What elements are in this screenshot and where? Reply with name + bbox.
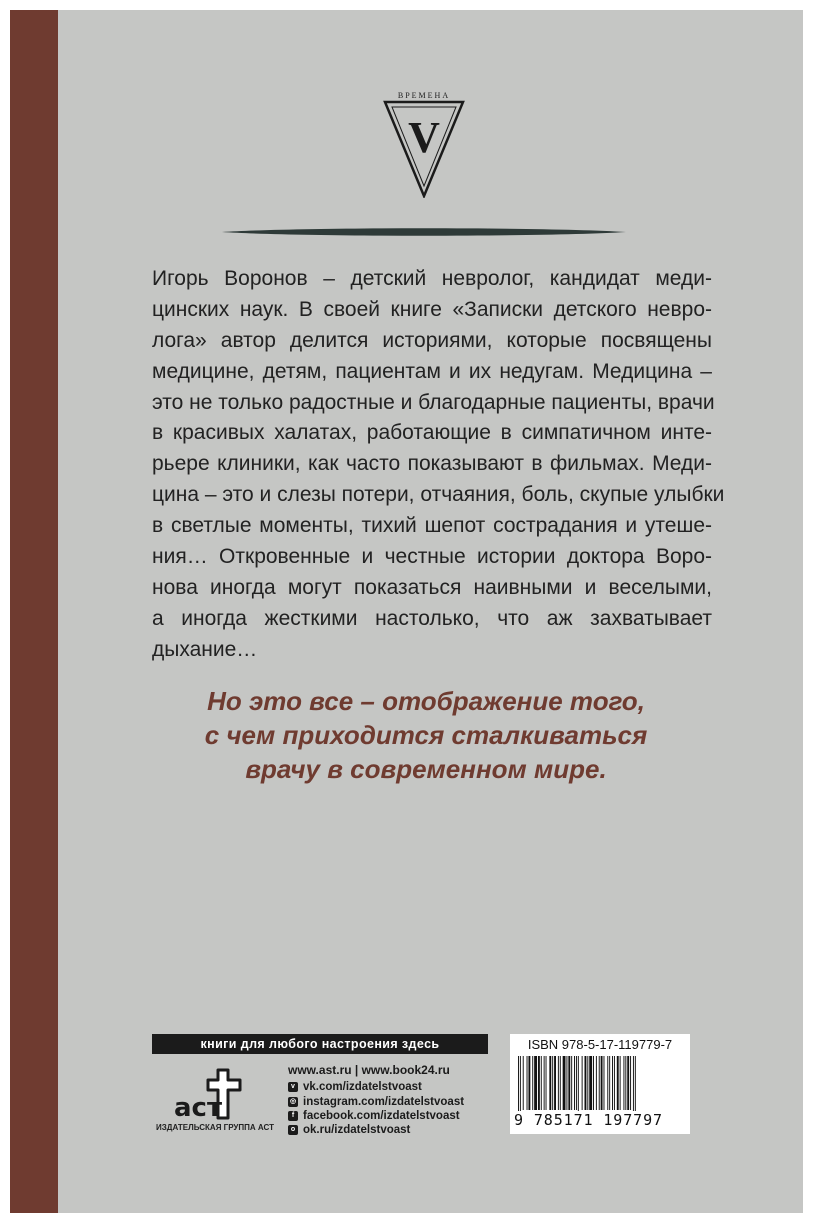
annotation-line: рьере клиники, как часто показывают в фильмах. Меди- [152,452,712,476]
isbn-barcode-block [510,1034,690,1134]
barcode-bar [534,1056,537,1110]
barcode-bar [554,1056,556,1110]
quote-line: Но это все – отображение того, [207,686,645,716]
book-annotation [152,264,725,666]
social-links [288,1080,464,1138]
odnoklassniki-icon: o [288,1125,298,1135]
barcode-bar [599,1056,600,1110]
series-logo [383,88,465,198]
quote-line: с чем приходится сталкиваться [204,720,648,750]
annotation-line: ния… Откровенные и честные истории доктора Воро- [152,545,712,569]
series-logo-letter: V [408,113,440,162]
publisher-logo-text: аст [174,1093,223,1122]
barcode-bar [630,1056,631,1110]
series-logo-label: ВРЕМЕНА [397,91,451,100]
publisher-name: ИЗДАТЕЛЬСКАЯ ГРУППА АСТ [156,1123,274,1132]
social-link-odnoklassniki [288,1123,464,1137]
barcode-bar [549,1056,551,1110]
barcode-bar [612,1056,613,1110]
barcode-bar [585,1056,587,1110]
annotation-line: в красивых халатах, работающие в симпатичном инте- [152,421,712,445]
barcode-digits: 9 785171 197797 [514,1111,686,1129]
social-link-text: ok.ru/izdatelstvoast [303,1124,411,1137]
barcode-bar [601,1056,603,1110]
barcode-bar [566,1056,567,1110]
barcode-bar [576,1056,577,1110]
annotation-line: Игорь Воронов – детский невролог, кандидат меди- [152,267,712,290]
annotation-line: цина – это и слезы потери, отчаяния, боль, скупые улыбки [152,483,725,507]
barcode-bar [625,1056,626,1110]
annotation-line: цинских наук. В своей книге «Записки детского невро- [152,297,712,321]
barcode-bar [546,1056,547,1110]
annotation-line: медицине, детям, пациентам и их недугам. Медицина – [152,359,712,383]
publisher-logo [172,1066,246,1122]
annotation-line: это не только радостные и благодарные пациенты, врачи [152,390,715,414]
barcode-bar [568,1056,570,1110]
barcode-bar [523,1056,524,1110]
spine-stripe [10,10,58,1213]
vk-icon: v [288,1082,298,1092]
annotation-line: а иногда жесткими настолько, что аж захватывает [152,606,712,630]
annotation-line: нова иногда могут показаться наивными и веселыми, [152,575,712,599]
social-link-text: facebook.com/izdatelstvoast [303,1109,460,1122]
barcode-bar [541,1056,542,1110]
decorative-divider [222,224,626,240]
barcode-bar [609,1056,610,1110]
annotation-line: дыхание… [152,637,258,661]
barcode-bar [544,1056,545,1110]
barcode-bar [582,1056,583,1110]
barcode-bar [614,1056,615,1110]
barcode-bar [563,1056,566,1110]
publisher-websites: www.ast.ru | www.book24.ru [288,1063,450,1077]
barcode-bar [571,1056,572,1110]
barcode-bar [574,1056,575,1110]
annotation-line: лога» автор делится историями, которые посвящены [152,328,712,352]
barcode-bar [589,1056,592,1110]
barcode-bar [593,1056,594,1110]
social-link-text: instagram.com/izdatelstvoast [303,1095,465,1108]
barcode-bar [623,1056,624,1110]
social-link-vk [288,1080,464,1094]
barcode-bar [527,1056,528,1110]
barcode-bar [552,1056,553,1110]
barcode-bar [627,1056,629,1110]
instagram-icon: ◎ [289,1097,297,1105]
facebook-icon: f [288,1111,298,1121]
isbn-number: ISBN 978-5-17-119779-7 [527,1037,673,1052]
barcode-bar [607,1056,608,1110]
barcode-bar [560,1056,561,1110]
quote-line: врачу в современном мире. [245,754,607,784]
annotation-line: в светлые моменты, тихий шепот сострадания и утеше- [152,514,712,538]
barcode-bar [528,1056,530,1110]
barcode-bar [617,1056,619,1110]
barcode-bar [604,1056,605,1110]
publisher-tagline: книги для любого настроения здесь [152,1034,488,1054]
barcode-bar [587,1056,588,1110]
barcode-bar [620,1056,621,1110]
barcode-bar [558,1056,559,1110]
social-link-instagram [288,1094,464,1108]
social-link-facebook [288,1109,464,1123]
barcode-bar [532,1056,533,1110]
highlight-quote [160,684,692,786]
barcode-bar [538,1056,540,1110]
barcode-bar [596,1056,597,1110]
social-link-text: vk.com/izdatelstvoast [303,1081,422,1094]
